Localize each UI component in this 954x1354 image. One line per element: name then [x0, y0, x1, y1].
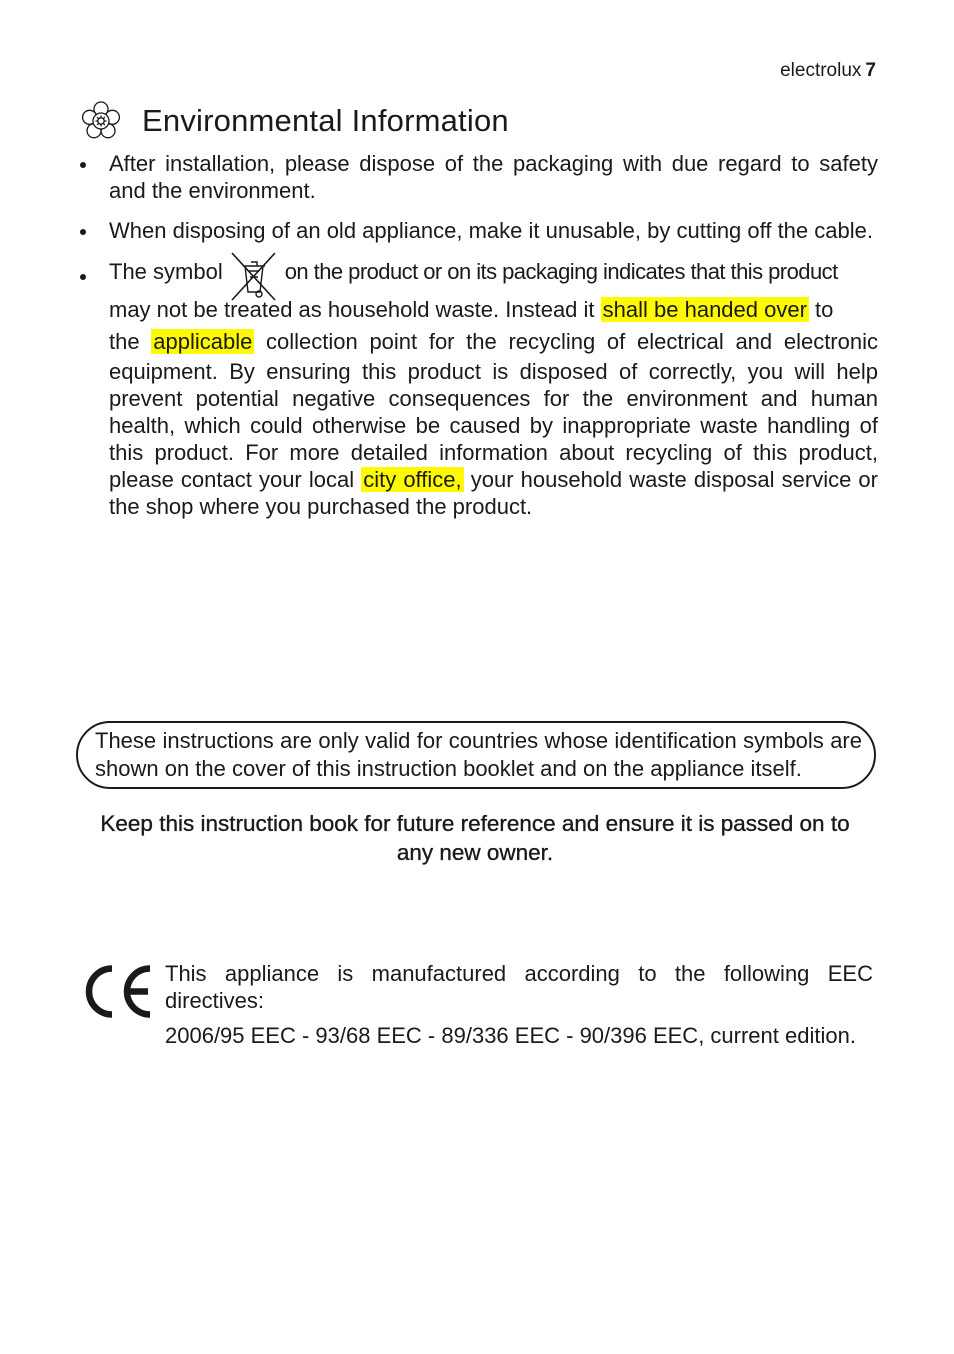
weee-line-3 — [109, 326, 878, 358]
ce-directives-list: 2006/95 EEC - 93/68 EEC - 89/336 EEC - 90/396 EEC, current edition. — [165, 1023, 856, 1048]
flower-environment-icon — [78, 98, 124, 144]
page-header — [780, 60, 876, 82]
bullet-dot — [80, 162, 86, 168]
weee-text: the — [109, 329, 140, 354]
brand-name: electrolux — [780, 60, 862, 81]
page-number: 7 — [865, 60, 876, 81]
bullet-old-appliance — [78, 217, 878, 244]
bullet-text: After installation, please dispose of the packaging with due regard to safety and the environment. — [109, 151, 878, 203]
weee-body — [109, 358, 878, 520]
weee-text: may not be treated as household waste. Instead it — [109, 297, 595, 322]
symbol-suffix: on the product or on its packaging indicates that this product — [284, 259, 838, 284]
weee-text: equipment. By ensuring this product is disposed of correctly, you will help prevent potential negative consequences for the environment and human health, which could otherwise be caused by inappropriate waste handling of this product. For more detailed information about recycling of this product, please contact your local — [109, 359, 878, 492]
highlighted-phrase: applicable — [153, 329, 253, 354]
bullet-text: When disposing of an old appliance, make it unusable, by cutting off the cable. — [109, 218, 873, 243]
highlighted-phrase: city office, — [363, 467, 462, 492]
bullet-dot — [80, 274, 86, 280]
highlighted-phrase: shall be handed over — [602, 297, 807, 322]
bullet-dot — [80, 229, 86, 235]
notice-text: These instructions are only valid for countries whose identification symbols are shown on the cover of this instruction booklet and on the appliance itself. — [95, 728, 862, 781]
validity-notice-box — [76, 721, 876, 789]
weee-text: collection point for the recycling of electrical and electronic — [266, 329, 878, 354]
section-title: Environmental Information — [142, 103, 509, 138]
bullet-packaging — [78, 150, 878, 204]
bullet-weee-symbol — [78, 257, 878, 520]
weee-text: to — [815, 297, 834, 322]
ce-directives-intro: This appliance is manufactured according to the following EEC directives: — [165, 961, 873, 1013]
symbol-prefix: The symbol — [109, 259, 223, 284]
section-heading — [78, 98, 509, 144]
weee-text: your household waste disposal service or the shop where you purchased the product. — [109, 467, 878, 519]
keep-instructions-note: Keep this instruction book for future reference and ensure it is passed on to any new owner. — [100, 811, 850, 865]
environment-bullet-list — [78, 150, 878, 520]
weee-line-2 — [109, 294, 878, 326]
symbol-line — [109, 257, 878, 291]
ce-mark-icon — [80, 963, 154, 1020]
